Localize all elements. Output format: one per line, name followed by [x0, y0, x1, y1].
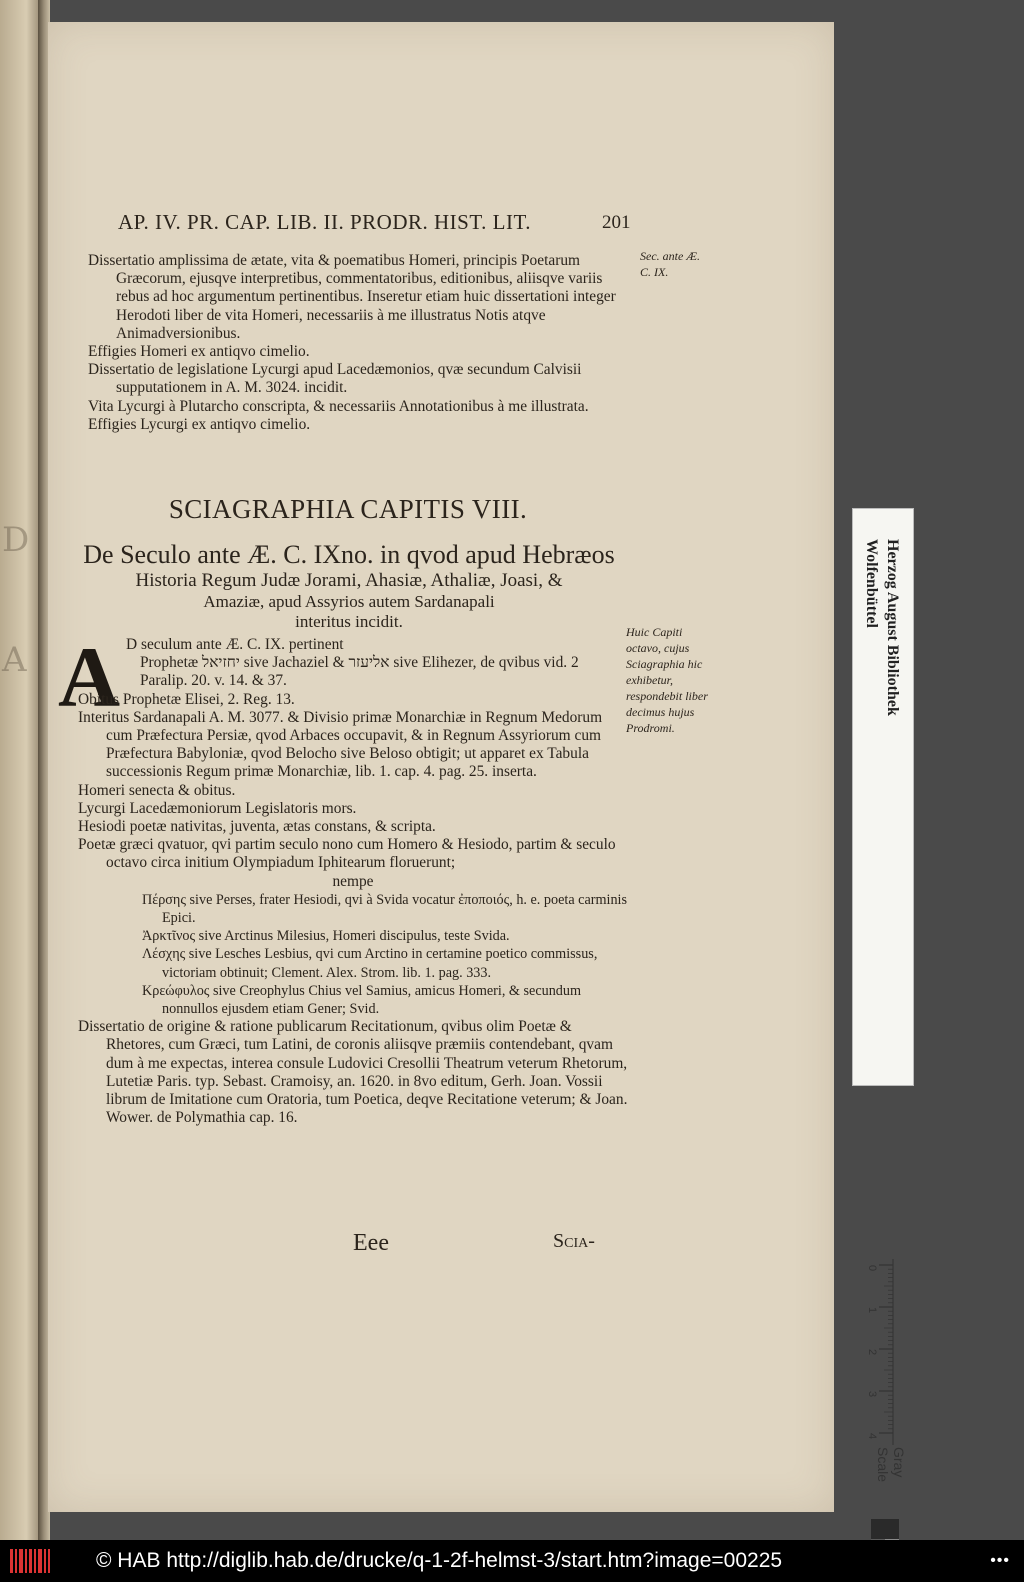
- list-item: Dissertatio de origine & ratione publicarum Recitationum, qvibus olim Poetæ & Rhetores, cum Græci, tum Latini, de coronis aliisqve præmiis contendebant, qvam dum à me expectas, interea consule Ludovici Cresollii Theatrum veterum Rhetorum, Lutetiæ Paris. typ. Sebast. Cramoisy, an. 1620. in 8vo editum, Gerh. Joan. Vossii librum de Imitatione cum Oratoria, tum Poetica, deqve Recitatione veterum; & Joan. Wower. de Polymathia cap. 16.: [78, 1018, 628, 1127]
- list-item: Lycurgi Lacedæmoniorum Legislatoris mors.: [78, 799, 357, 817]
- source-url-link[interactable]: © HAB http://diglib.hab.de/drucke/q-1-2f-helmst-3/start.htm?image=00225: [96, 1549, 783, 1572]
- catchword: Scia-: [553, 1230, 595, 1252]
- chapter-heading-line: Amaziæ, apud Assyrios autem Sardanapali: [203, 592, 495, 611]
- list-item: Poetæ græci qvatuor, qvi partim seculo nono cum Homero & Hesiodo, partim & seculo octavo circa initium Olympiadum Iphitearum floruerunt;: [78, 836, 616, 872]
- section-title: SCIAGRAPHIA CAPITIS VIII.: [168, 494, 528, 524]
- list-item: Κρεώφυλος sive Creophylus Chius vel Samius, amicus Homeri, & secundum nonnullos ejusdem etiam Gener; Svid.: [142, 982, 582, 1018]
- ruler-label: 3: [866, 1391, 878, 1398]
- list-item: Prophetæ יחזיאל sive Jachaziel & אליעזר sive Elihezer, de qvibus vid. 2 Paralip. 20. v. 14. & 37.: [140, 654, 579, 690]
- list-item: Effigies Lycurgi ex antiqvo cimelio.: [88, 415, 311, 433]
- book-page: [48, 22, 834, 1512]
- marginal-note-section: Sec. ante Æ. C. IX.: [640, 249, 700, 279]
- list-item: D seculum ante Æ. C. IX. pertinent: [126, 636, 344, 653]
- signature-mark: Eee: [353, 1230, 389, 1256]
- chapter-heading-line: De Seculo ante Æ. C. IXno. in qvod apud Hebræos: [83, 540, 615, 569]
- barcode-icon: [10, 1549, 50, 1573]
- list-item: nempe: [332, 872, 374, 890]
- list-item: Λέσχης sive Lesches Lesbius, qvi cum Arctino in certamine poetico commissus, victoriam obtinuit; Clement. Alex. Strom. lib. 1. pag. 333.: [142, 946, 598, 981]
- previous-page-edge: D A: [0, 0, 44, 1540]
- marginal-note-chapter: Huic Capiti octavo, cujus Sciagraphia hic exhibetur, respondebit liber decimus hujus Prodromi.: [626, 625, 708, 735]
- list-item: Πέρσης sive Perses, frater Hesiodi, qvi à Svida vocatur ἐποποιός, h. e. poeta carminis Epici.: [142, 891, 628, 927]
- list-item: Hesiodi poetæ nativitas, juventa, ætas constans, & scripta.: [78, 818, 436, 836]
- list-item: Ἀρκτῖνος sive Arctinus Milesius, Homeri discipulus, teste Svida.: [142, 928, 510, 945]
- running-head: AP. IV. PR. CAP. LIB. II. PRODR. HIST. LIT.: [118, 210, 531, 234]
- list-item: Effigies Homeri ex antiqvo cimelio.: [88, 343, 310, 361]
- city-label: Wolfenbüttel: [863, 539, 880, 628]
- list-item: Vita Lycurgi à Plutarcho conscripta, & necessariis Annotationibus à me illustrata.: [88, 397, 589, 415]
- color-scale-card: [852, 508, 914, 1483]
- list-item: Obitus Prophetæ Elisei, 2. Reg. 13.: [78, 690, 295, 708]
- ruler-label: 2: [866, 1349, 878, 1356]
- more-menu-icon[interactable]: •••: [990, 1552, 1010, 1569]
- chapter-heading-line: interitus incidit.: [295, 612, 403, 631]
- chapter-heading-line: Historia Regum Judæ Jorami, Ahasiæ, Athaliæ, Joasi, &: [135, 570, 563, 591]
- ruler-label: 0: [866, 1265, 878, 1272]
- dissertation-list: [88, 252, 628, 434]
- institution-label: Herzog August Bibliothek: [884, 539, 901, 716]
- ruler-label: 4: [866, 1433, 878, 1440]
- gray-scale-label: Gray Scale: [875, 1447, 907, 1483]
- list-item: Dissertatio amplissima de ætate, vita & poematibus Homeri, principis Poetarum Græcorum, ejusqve interpretibus, commentatoribus, editionibus, aliisqve variis rebus ad hoc argumentum pertinentibus. Inseretur etiam huic dissertationi integer Herodoti liber de vita Homeri, necessariis à me illustratus Notis atqve Animadversionibus.: [88, 252, 616, 342]
- chapter-heading: [60, 540, 638, 632]
- ruler-label: 1: [866, 1307, 878, 1314]
- list-item: Homeri senecta & obitus.: [78, 781, 236, 799]
- chapter-contents: [78, 636, 628, 1127]
- list-item: Interitus Sardanapali A. M. 3077. & Divisio primæ Monarchiæ in Regnum Medorum cum Præfectura Persiæ, qvod Arbaces occupavit, & in Regnum Assyriorum cum Præfectura Babyloniæ, qvod Belocho sive Beloso obtigit; ut apparet ex Tabula successionis Regum primæ Monarchiæ, lib. 1. cap. 4. pag. 25. inserta.: [78, 708, 603, 781]
- page-number: 201: [602, 212, 631, 233]
- drop-cap: A: [58, 629, 121, 725]
- footer-bar: [0, 1540, 1024, 1582]
- ruler-scale: [863, 1259, 903, 1445]
- list-item: Dissertatio de legislatione Lycurgi apud Lacedæmonios, qvæ secundum Calvisii supputationem in A. M. 3024. incidit.: [88, 361, 582, 397]
